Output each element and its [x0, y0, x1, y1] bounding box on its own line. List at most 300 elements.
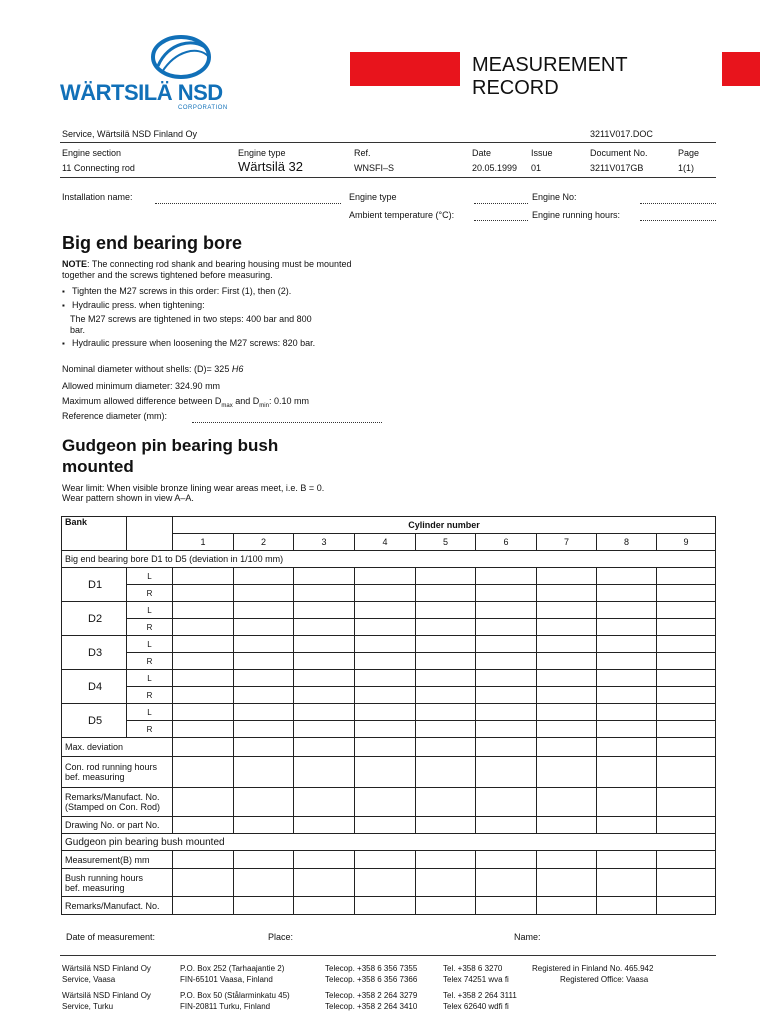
gudgeon-header-row	[62, 834, 716, 851]
service-company: Service, Wärtsilä NSD Finland Oy	[62, 129, 198, 139]
cylinder-number-cell: 5	[416, 534, 476, 551]
measurement-cell[interactable]	[537, 687, 597, 704]
measurement-cell[interactable]	[597, 817, 657, 834]
measurement-cell[interactable]	[234, 670, 294, 687]
value-page: 1(1)	[678, 163, 695, 173]
measurement-cell[interactable]	[476, 704, 537, 721]
min-subscript: min	[259, 402, 269, 409]
big-end-header-row	[62, 551, 716, 568]
brand-name: WÄRTSILÄ NSD	[60, 80, 223, 105]
measurement-cell[interactable]	[294, 757, 355, 788]
label-engine-running-hours: Engine running hours:	[532, 210, 621, 220]
measurement-cell[interactable]	[294, 869, 355, 897]
measurement-cell[interactable]	[537, 704, 597, 721]
measurement-cell[interactable]	[355, 721, 416, 738]
cylinder-number-cell: 3	[294, 534, 355, 551]
measurement-cell[interactable]	[234, 721, 294, 738]
measurement-cell[interactable]	[173, 619, 234, 636]
footer-text: Tel. +358 6 3270	[443, 964, 503, 973]
measurement-cell[interactable]	[416, 568, 476, 585]
value-ref: WNSFI–S	[354, 163, 395, 173]
measurement-cell[interactable]	[294, 704, 355, 721]
measurement-cell[interactable]	[416, 704, 476, 721]
measurement-cell[interactable]	[537, 568, 597, 585]
measurement-cell[interactable]	[294, 788, 355, 817]
measurement-cell[interactable]	[173, 788, 234, 817]
value-document-no: 3211V017GB	[590, 163, 644, 173]
diameter-label: D4	[62, 670, 127, 704]
drawing-no-label	[62, 817, 173, 834]
measurement-cell[interactable]	[355, 602, 416, 619]
footer-text: P.O. Box 252 (Tarhaajantie 2)	[180, 964, 285, 973]
measurement-cell[interactable]	[294, 817, 355, 834]
measurement-cell[interactable]	[597, 568, 657, 585]
instruction-list	[62, 286, 362, 311]
footer-text: Registered Office: Vaasa	[560, 975, 649, 984]
diameter-label: D3	[62, 636, 127, 670]
side-left: L	[127, 704, 173, 721]
remarks-label-line1: Remarks/Manufact. No.	[65, 792, 160, 802]
measurement-cell[interactable]	[657, 788, 716, 817]
measurement-cell[interactable]	[657, 738, 716, 757]
measurement-cell[interactable]	[476, 568, 537, 585]
bush-hours-label-line2: bef. measuring	[65, 882, 125, 893]
measurement-cell[interactable]	[657, 568, 716, 585]
table-row	[62, 602, 716, 619]
measurement-b-label-line1: Measurement(B) mm	[65, 854, 150, 865]
measurement-cell[interactable]	[355, 653, 416, 670]
max-allowed-difference	[62, 396, 309, 409]
measurement-cell[interactable]	[537, 851, 597, 869]
max-deviation-label	[62, 738, 173, 757]
max-deviation-label-line1: Max. deviation	[65, 742, 124, 752]
allowed-minimum-diameter: Allowed minimum diameter: 324.90 mm	[62, 381, 221, 391]
measurement-cell[interactable]	[476, 851, 537, 869]
measurement-cell[interactable]	[234, 817, 294, 834]
footer-text: Tel. +358 2 264 3111	[443, 991, 517, 1000]
measurement-cell[interactable]	[537, 721, 597, 738]
instruction-two-steps: The M27 screws are tightened in two steps: 400 bar and 800 bar.	[70, 314, 312, 335]
footer-text: Service, Vaasa	[62, 975, 116, 984]
measurement-cell[interactable]	[355, 897, 416, 915]
label-date-of-measurement: Date of measurement:	[66, 932, 156, 942]
measurement-cell[interactable]	[416, 738, 476, 757]
table-row	[62, 619, 716, 636]
note-block	[62, 259, 362, 281]
nominal-tolerance: H6	[231, 364, 244, 374]
footer-text: Telecop. +358 6 356 7366	[325, 975, 418, 984]
measurement-cell[interactable]	[355, 619, 416, 636]
field-engine-no[interactable]	[640, 203, 716, 204]
divider-footer	[60, 955, 716, 956]
measurement-cell[interactable]	[234, 869, 294, 897]
measurement-cell[interactable]	[355, 788, 416, 817]
measurement-cell[interactable]	[416, 687, 476, 704]
measurement-cell[interactable]	[416, 869, 476, 897]
footer-text: Telecop. +358 2 264 3410	[325, 1002, 418, 1011]
value-engine-section: 11 Connecting rod	[62, 163, 135, 173]
measurement-cell[interactable]	[657, 851, 716, 869]
value-engine-type: Wärtsilä 32	[238, 159, 304, 174]
measurement-cell[interactable]	[416, 757, 476, 788]
diameter-label: D5	[62, 704, 127, 738]
table-header-row	[62, 517, 716, 534]
field-engine-type[interactable]	[474, 203, 528, 204]
measurement-cell[interactable]	[294, 636, 355, 653]
label-engine-type-field: Engine type	[349, 192, 397, 202]
measurement-cell[interactable]	[657, 704, 716, 721]
bush-hours-label	[62, 869, 173, 897]
measurement-cell[interactable]	[597, 869, 657, 897]
cylinder-number-cell: 7	[537, 534, 597, 551]
measurement-cell[interactable]	[657, 897, 716, 915]
measurement-cell[interactable]	[234, 757, 294, 788]
cylinder-number-cell: 4	[355, 534, 416, 551]
measurement-cell[interactable]	[294, 653, 355, 670]
measurement-cell[interactable]	[234, 568, 294, 585]
measurement-cell[interactable]	[355, 757, 416, 788]
side-left: L	[127, 670, 173, 687]
measurement-cell[interactable]	[657, 687, 716, 704]
measurement-cell[interactable]	[537, 670, 597, 687]
measurement-cell[interactable]	[416, 653, 476, 670]
measurement-cell[interactable]	[657, 869, 716, 897]
measurement-cell[interactable]	[476, 869, 537, 897]
measurement-cell[interactable]	[294, 568, 355, 585]
divider-info	[60, 177, 716, 178]
measurement-cell[interactable]	[597, 585, 657, 602]
measurement-cell[interactable]	[597, 602, 657, 619]
label-page: Page	[678, 148, 700, 158]
side-left: L	[127, 568, 173, 585]
measurement-cell[interactable]	[234, 788, 294, 817]
measurement-cell[interactable]	[597, 704, 657, 721]
measurement-cell[interactable]	[173, 670, 234, 687]
nominal-diameter	[62, 364, 243, 374]
remarks-plain-label-line1: Remarks/Manufact. No.	[65, 900, 160, 911]
brand-logo	[60, 32, 230, 112]
side-left: L	[127, 636, 173, 653]
measurement-cell[interactable]	[234, 704, 294, 721]
table-row	[62, 636, 716, 653]
measurement-cell[interactable]	[416, 585, 476, 602]
measurement-cell[interactable]	[173, 817, 234, 834]
measurement-cell[interactable]	[657, 721, 716, 738]
remarks-label	[62, 788, 173, 817]
measurement-cell[interactable]	[355, 636, 416, 653]
label-issue: Issue	[531, 148, 553, 158]
measurement-cell[interactable]	[294, 721, 355, 738]
footer-text: Registered in Finland No. 465.942	[532, 964, 654, 973]
measurement-cell[interactable]	[476, 585, 537, 602]
header-red-block-right	[722, 52, 760, 86]
measurement-cell[interactable]	[173, 602, 234, 619]
measurement-cell[interactable]	[657, 585, 716, 602]
measurement-cell[interactable]	[476, 817, 537, 834]
note-text: : The connecting rod shank and bearing housing must be mounted together and the screws tightened before measuring.	[62, 259, 352, 280]
label-engine-no: Engine No:	[532, 192, 577, 202]
measurement-cell[interactable]	[537, 738, 597, 757]
label-engine-type: Engine type	[238, 148, 286, 158]
measurement-cell[interactable]	[597, 687, 657, 704]
measurement-cell[interactable]	[173, 687, 234, 704]
measurement-cell[interactable]	[597, 757, 657, 788]
measurement-cell[interactable]	[355, 585, 416, 602]
header-red-block-left	[350, 52, 460, 86]
measurement-cell[interactable]	[355, 869, 416, 897]
label-place: Place:	[268, 932, 294, 942]
measurement-cell[interactable]	[355, 738, 416, 757]
measurement-cell[interactable]	[537, 817, 597, 834]
note-label: NOTE	[62, 259, 88, 269]
measurement-cell[interactable]	[355, 704, 416, 721]
measurement-cell[interactable]	[173, 869, 234, 897]
measurement-cell[interactable]	[476, 897, 537, 915]
section-heading-gudgeon: Gudgeon pin bearing bush mounted	[62, 436, 279, 476]
measurement-cell[interactable]	[537, 897, 597, 915]
footer-text: FIN-65101 Vaasa, Finland	[180, 975, 273, 984]
measurement-cell[interactable]	[597, 721, 657, 738]
measurement-cell[interactable]	[657, 636, 716, 653]
measurement-cell[interactable]	[657, 653, 716, 670]
measurement-cell[interactable]	[234, 619, 294, 636]
cylinder-number-cell: 6	[476, 534, 537, 551]
value-issue: 01	[531, 163, 542, 173]
measurement-cell[interactable]	[476, 757, 537, 788]
side-right: R	[127, 687, 173, 704]
table-row	[62, 653, 716, 670]
max-diff-suffix: : 0.10 mm	[268, 396, 309, 406]
measurement-cell[interactable]	[416, 851, 476, 869]
measurement-cell[interactable]	[537, 757, 597, 788]
measurement-cell[interactable]	[294, 585, 355, 602]
label-date: Date	[472, 148, 492, 158]
measurement-cell[interactable]	[173, 585, 234, 602]
table-row	[62, 670, 716, 687]
measurement-cell[interactable]	[416, 897, 476, 915]
measurement-cell[interactable]	[537, 869, 597, 897]
measurement-cell[interactable]	[476, 721, 537, 738]
measurement-cell[interactable]	[234, 602, 294, 619]
measurement-cell[interactable]	[476, 687, 537, 704]
wear-pattern: Wear pattern shown in view A–A.	[62, 493, 194, 503]
measurement-cell[interactable]	[355, 851, 416, 869]
bank-side-header	[127, 517, 173, 551]
measurement-cell[interactable]	[234, 636, 294, 653]
measurement-cell[interactable]	[537, 653, 597, 670]
measurement-cell[interactable]	[294, 687, 355, 704]
instruction-tighten-order: ▪ Tighten the M27 screws in this order: First (1), then (2).	[62, 286, 362, 297]
table-row	[62, 585, 716, 602]
cylinder-number-cell: 8	[597, 534, 657, 551]
footer-text: Telecop. +358 2 264 3279	[325, 991, 418, 1000]
measurement-cell[interactable]	[416, 817, 476, 834]
measurement-cell[interactable]	[234, 738, 294, 757]
table-row	[62, 721, 716, 738]
field-ambient-temperature[interactable]	[474, 220, 528, 221]
measurement-cell[interactable]	[355, 670, 416, 687]
measurement-cell[interactable]	[234, 653, 294, 670]
measurement-cell[interactable]	[597, 653, 657, 670]
side-right: R	[127, 721, 173, 738]
remarks-label-line2: (Stamped on Con. Rod)	[65, 802, 161, 812]
measurement-cell[interactable]	[657, 670, 716, 687]
measurement-cell[interactable]	[355, 817, 416, 834]
footer-text: P.O. Box 50 (Stålarminkatu 45)	[180, 991, 290, 1000]
measurement-cell[interactable]	[476, 738, 537, 757]
instruction-hydraulic-press-label: Hydraulic press. when tightening:	[72, 300, 205, 310]
bank-header: Bank	[62, 517, 127, 551]
remarks-plain-label	[62, 897, 173, 915]
wear-limit: Wear limit: When visible bronze lining wear areas meet, i.e. B = 0.	[62, 483, 325, 493]
measurement-b-label	[62, 851, 173, 869]
doc-file-name: 3211V017.DOC	[590, 129, 653, 139]
measurement-cell[interactable]	[173, 851, 234, 869]
measurement-table	[61, 516, 716, 915]
measurement-cell[interactable]	[416, 670, 476, 687]
table-row	[62, 817, 716, 834]
instruction-list-2	[62, 338, 362, 349]
measurement-cell[interactable]	[476, 602, 537, 619]
measurement-cell[interactable]	[597, 851, 657, 869]
measurement-cell[interactable]	[173, 721, 234, 738]
footer-text: Wärtsilä NSD Finland Oy	[62, 964, 151, 973]
measurement-cell[interactable]	[294, 738, 355, 757]
measurement-cell[interactable]	[294, 897, 355, 915]
measurement-cell[interactable]	[234, 687, 294, 704]
footer-text: Wärtsilä NSD Finland Oy	[62, 991, 151, 1000]
measurement-cell[interactable]	[537, 636, 597, 653]
cylinder-number-header: Cylinder number	[173, 517, 716, 534]
measurement-cell[interactable]	[173, 704, 234, 721]
cylinder-number-cell: 9	[657, 534, 716, 551]
measurement-cell[interactable]	[597, 738, 657, 757]
big-end-section-header: Big end bearing bore D1 to D5 (deviation in 1/100 mm)	[62, 551, 716, 568]
drawing-no-label-line1: Drawing No. or part No.	[65, 820, 160, 830]
conrod-hours-label-line1: Con. rod running hours	[65, 762, 158, 772]
label-engine-section: Engine section	[62, 148, 122, 158]
document-title	[472, 54, 628, 100]
measurement-cell[interactable]	[537, 602, 597, 619]
label-name: Name:	[514, 932, 541, 942]
table-row	[62, 788, 716, 817]
brand-subtitle: CORPORATION	[178, 105, 228, 111]
measurement-cell[interactable]	[657, 757, 716, 788]
measurement-cell[interactable]	[416, 721, 476, 738]
table-row	[62, 687, 716, 704]
measurement-cell[interactable]	[234, 897, 294, 915]
measurement-cell[interactable]	[294, 602, 355, 619]
measurement-cell[interactable]	[537, 788, 597, 817]
measurement-cell[interactable]	[476, 788, 537, 817]
cylinder-number-cell: 1	[173, 534, 234, 551]
title-line-2: RECORD	[472, 77, 559, 99]
side-left: L	[127, 602, 173, 619]
instruction-hydraulic-press	[62, 300, 362, 311]
measurement-cell[interactable]	[597, 636, 657, 653]
measurement-cell[interactable]	[476, 619, 537, 636]
bush-hours-label-line1: Bush running hours	[65, 872, 144, 883]
value-date: 20.05.1999	[472, 163, 518, 173]
divider-top	[60, 142, 716, 143]
measurement-cell[interactable]	[416, 602, 476, 619]
table-row	[62, 869, 716, 897]
measurement-cell[interactable]	[234, 851, 294, 869]
table-row	[62, 897, 716, 915]
measurement-cell[interactable]	[476, 670, 537, 687]
measurement-cell[interactable]	[657, 619, 716, 636]
measurement-cell[interactable]	[476, 636, 537, 653]
max-diff-prefix: Maximum allowed difference between D	[62, 396, 222, 406]
diameter-label: D2	[62, 602, 127, 636]
measurement-cell[interactable]	[173, 568, 234, 585]
side-right: R	[127, 619, 173, 636]
measurement-cell[interactable]	[597, 619, 657, 636]
max-subscript: max	[221, 402, 233, 409]
table-row	[62, 704, 716, 721]
measurement-cell[interactable]	[416, 619, 476, 636]
measurement-cell[interactable]	[597, 670, 657, 687]
field-reference-diameter[interactable]	[192, 422, 382, 423]
measurement-cell[interactable]	[173, 757, 234, 788]
measurement-cell[interactable]	[234, 585, 294, 602]
side-right: R	[127, 585, 173, 602]
measurement-cell[interactable]	[173, 897, 234, 915]
label-reference-diameter: Reference diameter (mm):	[62, 411, 168, 421]
footer-text: Telex 74251 wva fi	[443, 975, 509, 984]
label-ambient-temperature: Ambient temperature (°C):	[349, 210, 455, 220]
measurement-cell[interactable]	[657, 817, 716, 834]
measurement-cell[interactable]	[597, 897, 657, 915]
field-engine-running-hours[interactable]	[640, 220, 716, 221]
instruction-loosening-pressure: ▪ Hydraulic pressure when loosening the M27 screws: 820 bar.	[62, 338, 362, 349]
label-ref: Ref.	[354, 148, 371, 158]
field-installation-name[interactable]	[155, 203, 341, 204]
measurement-cell[interactable]	[173, 636, 234, 653]
measurement-cell[interactable]	[416, 788, 476, 817]
diameter-label: D1	[62, 568, 127, 602]
measurement-cell[interactable]	[173, 653, 234, 670]
title-line-1: MEASUREMENT	[472, 54, 628, 76]
measurement-cell[interactable]	[537, 585, 597, 602]
measurement-cell[interactable]	[416, 636, 476, 653]
max-diff-mid: and D	[232, 396, 260, 406]
measurement-cell[interactable]	[173, 738, 234, 757]
conrod-hours-label	[62, 757, 173, 788]
measurement-cell[interactable]	[476, 653, 537, 670]
measurement-cell[interactable]	[294, 670, 355, 687]
label-installation-name: Installation name:	[62, 192, 133, 202]
footer-text: FIN-20811 Turku, Finland	[180, 1002, 271, 1011]
cylinder-number-cell: 2	[234, 534, 294, 551]
measurement-cell[interactable]	[597, 788, 657, 817]
footer-text: Service, Turku	[62, 1002, 114, 1011]
measurement-cell[interactable]	[537, 619, 597, 636]
measurement-cell[interactable]	[355, 687, 416, 704]
measurement-cell[interactable]	[657, 602, 716, 619]
footer-text: Telecop. +358 6 356 7355	[325, 964, 418, 973]
side-right: R	[127, 653, 173, 670]
measurement-cell[interactable]	[294, 619, 355, 636]
gudgeon-section-header: Gudgeon pin bearing bush mounted	[62, 834, 716, 851]
footer-text: Telex 62640 wdfi fi	[443, 1002, 509, 1011]
measurement-cell[interactable]	[355, 568, 416, 585]
measurement-cell[interactable]	[294, 851, 355, 869]
table-row	[62, 851, 716, 869]
table-row	[62, 757, 716, 788]
section-heading-big-end: Big end bearing bore	[62, 233, 243, 253]
conrod-hours-label-line2: bef. measuring	[65, 772, 125, 782]
